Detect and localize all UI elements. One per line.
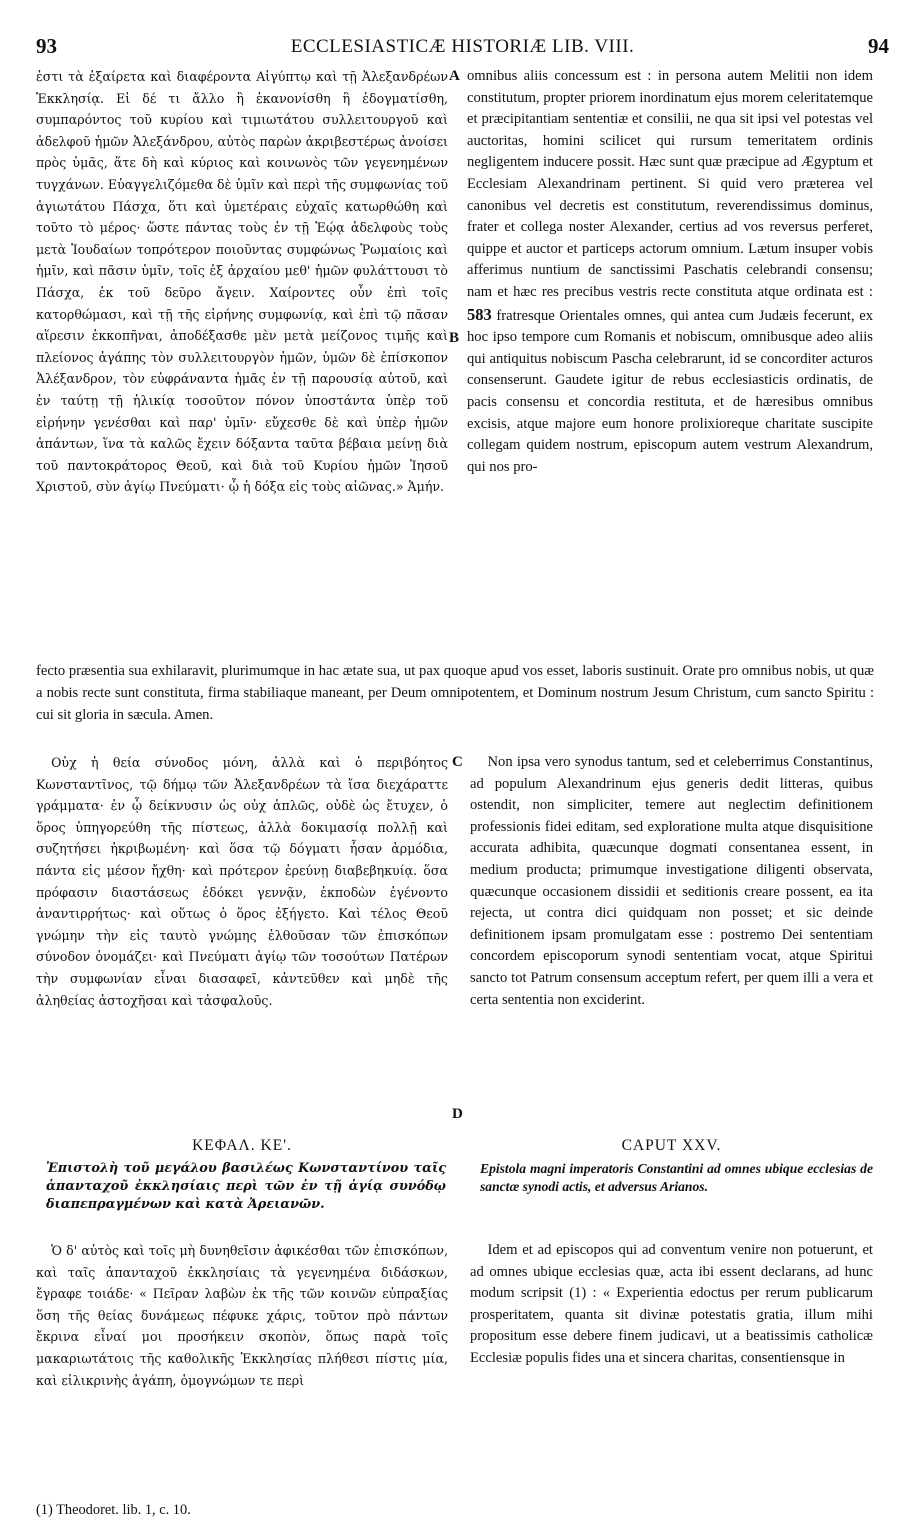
margin-marker-b: B xyxy=(449,330,460,346)
margin-marker-a: A xyxy=(449,68,460,84)
greek-text-middle: Οὐχ ἡ θεία σύνοδος μόνη, ἀλλὰ καὶ ὁ περιβόητος Κωνσταντῖνος, τῷ δήμῳ τῶν Ἀλεξανδρέων τὰ ἴσα διεχάραττε γράμματα· ἐν ᾧ δείκνυσιν ὡς οὐχ ἁπλῶς, οὐδὲ ὡς ἔτυχεν, ὁ ὅρος ὑπηγορεύθη τῆς πίστεως, ἀλλὰ δοκιμασίᾳ πολλῇ καὶ συζητήσει ἠκριβωμένη· καὶ ὅσα τῷ δόγματι ἦσαν ἁρμόδια, πάντα εἰς μέσον ἤχθη· καὶ πρότερον ἐρεύνῃ διαβεβηκυίᾳ. ὅσα πρόφασιν διαστάσεως ἐδόκει γεννᾷν, ἐκποδὼν ἐγένοντο ἀναντιρρήτως· καὶ οὕτως ὁ ὅρος ἐξήγετο. Καὶ τέλος Θεοῦ γνώμην τὴν εἰς ταυτὸ γνώμης ἐλθοῦσαν τῶν ἐπισκόπων σύνοδον ὀνομάζει· καὶ Πνεύματι ἁγίῳ τῶν τοσούτων Πατέρων τὴν συμφωνίαν εἶναι διασαφεῖ, κἀντεῦθεν καὶ μηδὲ τῆς ἀληθείας ἀστοχῆσαι καὶ τἀσφαλοῦς. xyxy=(36,755,448,1008)
margin-marker-c: C xyxy=(452,754,463,770)
page-number-left: 93 xyxy=(36,34,57,58)
latin-text-middle: Non ipsa vero synodus tantum, sed et celeberrimus Constantinus, ad populum Alexandrinum ejus generis dedit litteras, quibus ostendit, non simpliciter, temere aut neglectim definitionem professionis fidei editam, sed exploratione multa atque disquisitione accurata adhibita, quæcunque dogmati consentanea essent, in medium producta; primumque investigatione diligenti observata, quæcunque occasionem dissidii et seditionis creare possent, ea ita rejecta, ut contra dici quidquam non posset; et sic deinde definitionem ipsam promulgatam esse : postremo Dei sententiam concordem episcoporum synodi sententiam vocat, atque Spiritui sancto tot Patrum consensum acceptum refert, per quem illi a vera et certa sententia non exciderint. xyxy=(470,754,873,1008)
latin-fullwidth-continuation: fecto præsentia sua exhilaravit, plurimumque in hac ætate sua, ut pax quoque apud vos esset, laboris sustinuit. Orate pro omnibus nobis, ut quæ a nobis recte sunt constituta, firma stabiliaque maneant, per Deum omnipotentem, et Dominum nostrum Jesum Christum, cum sancto Spiritu : cui sit gloria in sæcula. Amen. xyxy=(36,663,874,723)
greek-column-top xyxy=(36,66,448,660)
running-title: ECCLESIASTICÆ HISTORIÆ LIB. VIII. xyxy=(290,36,635,57)
latin-text-chapter: Idem et ad episcopos qui ad conventum venire non potuerunt, et ad omnes ubique ecclesias quæ, acta ibi essent declarans, ad hunc modum scripsit (1) : « Experientia edoctus per rerum publicarum prosperitatem, quanta sit divinæ potestatis gratia, illum mihi propositum esse debere finem judicavi, ut a beatissimis catholicæ Ecclesiæ populis fides una et sincera charitas, consentiensque in xyxy=(470,1242,873,1366)
latin-page-number: 583 xyxy=(467,304,492,324)
latin-column-top xyxy=(467,66,873,660)
greek-chapter-subtitle: Ἐπιστολὴ τοῦ μεγάλου βασιλέως Κωνσταντίνου ταῖς ἁπανταχοῦ ἐκκλησίαις περὶ τῶν ἐν τῇ ἁγίᾳ συνόδῳ διαπεπραγμένων καὶ κατὰ Ἀρειανῶν. xyxy=(46,1161,446,1212)
latin-chapter-subtitle: Epistola magni imperatoris Constantini ad omnes ubique ecclesias de sanctæ synodi actis, et adversus Arianos. xyxy=(480,1161,873,1194)
greek-text-chapter: Ὁ δ' αὐτὸς καὶ τοῖς μὴ δυνηθεῖσιν ἀφικέσθαι τῶν ἐπισκόπων, καὶ ταῖς ἁπανταχοῦ ἐκκλησίαις τὰ γεγενημένα διδάσκων, ἔγραφε τοιάδε· « Πεῖραν λαβὼν ἐκ τῆς τῶν κοινῶν εὐπραξίας ὅση τῆς θείας δυνάμεως πέφυκε χάρις, τοῦτον πρὸ πάντων ἔκρινα εἶναί μοι προσήκειν σκοπὸν, ὅπως παρὰ τοῖς μακαριωτάτοις τῆς καθολικῆς Ἐκκλησίας πλήθεσι πίστις μία, καὶ εἰλικρινὴς ἀγάπη, ὁμογνώμων τε περὶ xyxy=(36,1243,448,1388)
greek-chapter-heading: ΚΕΦΑΛ. ΚΕ'. xyxy=(192,1137,292,1154)
margin-marker-d: D xyxy=(452,1106,463,1122)
running-header xyxy=(36,34,889,60)
latin-text-top: omnibus aliis concessum est : in persona autem Melitii non idem constitutum, propter priorem inordinatum ejus morem celeritatemque et præcipitantiam sententiæ et consilii, ne qua sit ipsi vel potestas vel auctoritas, homini scilicet qui rursum temeritatem ordinis negligentem inducere possit. Hæc sunt quæ præcipue ad Ægyptum et Ecclesiam Alexandrinam pertinent. Si quid vero præterea vel canonibus vel decretis est constitutum, reverendissimus dominus, frater et collega noster Alexander, certius ad vos reversus perferet, quippe et auctor et particeps actorum omnium. Lætum insuper vobis afferimus nuntium de sanctissimi Paschatis celebrandi consensu; nam et hæc res precibus vestris recte constituta atque ordinata est : 583 fratresque Orientales omnes, qui antea cum Judæis fecerunt, ex hoc ipso tempore cum Romanis et nobiscum, omnibusque adeo aliis qui antiquitus nobiscum Pascha celebrarunt, id se concorditer acturos consenserunt. Gaudete igitur de rebus ecclesiasticis ordinatis, de pacis consensu et concordia restituta, et de hæresibus omnibus excisis, atque majore eum honore prolixioreque charitate suscipite collegam quidem nostrum, episcopum autem vestrum Alexandrum, qui nos pro- xyxy=(467,68,873,475)
footnote: (1) Theodoret. lib. 1, c. 10. xyxy=(36,1502,191,1518)
greek-column-chapter xyxy=(36,1240,448,1490)
latin-column-middle xyxy=(470,752,873,1128)
greek-column-middle xyxy=(36,752,448,1082)
latin-chapter-heading: CAPUT XXV. xyxy=(621,1137,722,1154)
latin-column-chapter xyxy=(470,1240,873,1440)
page-number-right: 94 xyxy=(868,34,889,58)
greek-text-top: ἐστι τὰ ἐξαίρετα καὶ διαφέροντα Αἰγύπτῳ καὶ τῇ Ἀλεξανδρέων Ἐκκλησίᾳ. Εἰ δέ τι ἄλλο ἢ ἐκανονίσθη ἢ ἐδογματίσθη, συμπαρόντος τοῦ κυρίου καὶ τιμιωτάτου συλλειτουργοῦ καὶ ἀδελφοῦ ἡμῶν Ἀλεξάνδρου, αὐτὸς παρὼν ἀκριβεστέρως ἀνοίσει πρὸς ὑμᾶς, ἅτε δὴ καὶ κύριος καὶ κοινωνὸς τῶν γεγενημένων τυγχάνων. Εὐαγγελιζόμεθα δὲ ὑμῖν καὶ περὶ τῆς συμφωνίας τοῦ ἁγιωτάτου Πάσχα, ὅτι καὶ ὑμετέραις εὐχαῖς κατωρθώθη καὶ τοῦτο τὸ μέρος· ὥστε πάντας τοὺς ἐν τῇ Ἑῴᾳ ἀδελφοὺς τοὺς μετὰ Ἰουδαίων τοπρότερον ποιοῦντας συμφώνως Ῥωμαίοις καὶ ἡμῖν, καὶ πᾶσιν ὑμῖν, τοῖς ἐξ ἀρχαίου μεθ' ἡμῶν φυλάττουσι τὸ Πάσχα, ἐκ τοῦ δεῦρο ἄγειν. Χαίροντες οὖν ἐπὶ τοῖς κατορθώμασι, καὶ τῇ τῆς εἰρήνης συμφωνίᾳ, καὶ ἐπὶ τῷ πᾶσαν αἵρεσιν ἐκκοπῆναι, ἀποδέξασθε μὲν μετὰ μείζονος τιμῆς καὶ πλείονος ἀγάπης τὸν συλλειτουργὸν ἡμῶν, ὑμῶν δὲ ἐπίσκοπον Ἀλέξανδρον, τὸν εὐφράναντα ἡμᾶς ἐν τῇ παρουσίᾳ αὐτοῦ, καὶ ἐν ταύτῃ τῇ ἡλικίᾳ τοσοῦτον πόνον ὑποστάντα ὑπὲρ τοῦ εἰρήνην γενέσθαι καὶ παρ' ὑμῖν· εὔχεσθε δὲ καὶ ὑπὲρ ἡμῶν ἁπάντων, ἵνα τὰ καλῶς ἔχειν δόξαντα ταῦτα βέβαια μείνῃ διὰ τοῦ παντοκράτορος Θεοῦ, καὶ διὰ τοῦ Κυρίου ἡμῶν Ἰησοῦ Χριστοῦ, σὺν ἁγίῳ Πνεύματι· ᾧ ἡ δόξα εἰς τοὺς αἰῶνας.» Ἀμήν. xyxy=(36,69,448,495)
